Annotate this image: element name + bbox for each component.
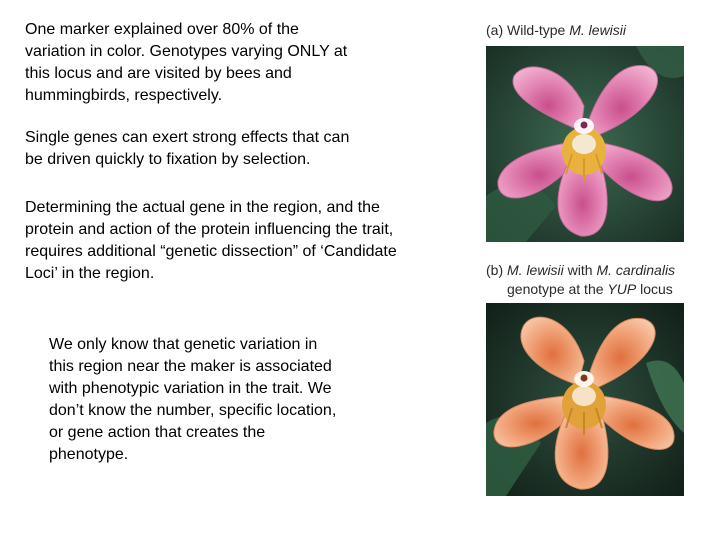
text-line: variation in color. Genotypes varying ONLY at: [25, 43, 348, 60]
caption-species: M. lewisii: [569, 22, 627, 38]
text-line: Single genes can exert strong effects that can: [25, 129, 350, 146]
text-line: protein and action of the protein influencing the trait,: [25, 221, 394, 238]
caption-middle: with: [563, 262, 597, 278]
text-line: requires additional “genetic dissection” of ‘Candidate: [25, 243, 397, 260]
text-line: be driven quickly to fixation by selection.: [25, 151, 311, 168]
caption-prefix: (a) Wild-type: [486, 22, 570, 38]
caption-line2-suffix: locus: [636, 281, 673, 297]
figure-caption-b: [486, 261, 675, 299]
text-line: hummingbirds, respectively.: [25, 87, 223, 104]
caption-line2-prefix: genotype at the: [507, 281, 608, 297]
photo-yup-locus-flower: [486, 303, 684, 496]
pink-flower-illustration: [486, 46, 684, 242]
text-line: with phenotypic variation in the trait. We: [49, 380, 332, 397]
caption-locus: YUP: [607, 281, 637, 297]
text-line: Determining the actual gene in the region, and the: [25, 199, 380, 216]
caption-species-1: M. lewisii: [507, 262, 564, 278]
text-line: One marker explained over 80% of the: [25, 21, 299, 38]
paragraph-genetic-dissection: [25, 197, 397, 285]
caption-prefix: (b): [486, 262, 507, 278]
paragraph-marker-variation: [25, 19, 347, 107]
paragraph-single-genes: [25, 127, 349, 171]
text-line: don’t know the number, specific location,: [49, 402, 337, 419]
figure-caption-a: [486, 21, 626, 40]
text-line: this region near the maker is associated: [49, 358, 332, 375]
photo-wild-type-flower: [486, 46, 684, 242]
caption-line-2: [486, 280, 675, 299]
text-line: or gene action that creates the: [49, 424, 266, 441]
text-line: this locus and are visited by bees and: [25, 65, 292, 82]
orange-flower-illustration: [486, 303, 684, 496]
paragraph-association-note: [49, 334, 336, 466]
text-line: We only know that genetic variation in: [49, 336, 318, 353]
caption-species-2: M. cardinalis: [596, 262, 676, 278]
text-line: phenotype.: [49, 446, 129, 463]
text-line: Loci’ in the region.: [25, 265, 155, 282]
